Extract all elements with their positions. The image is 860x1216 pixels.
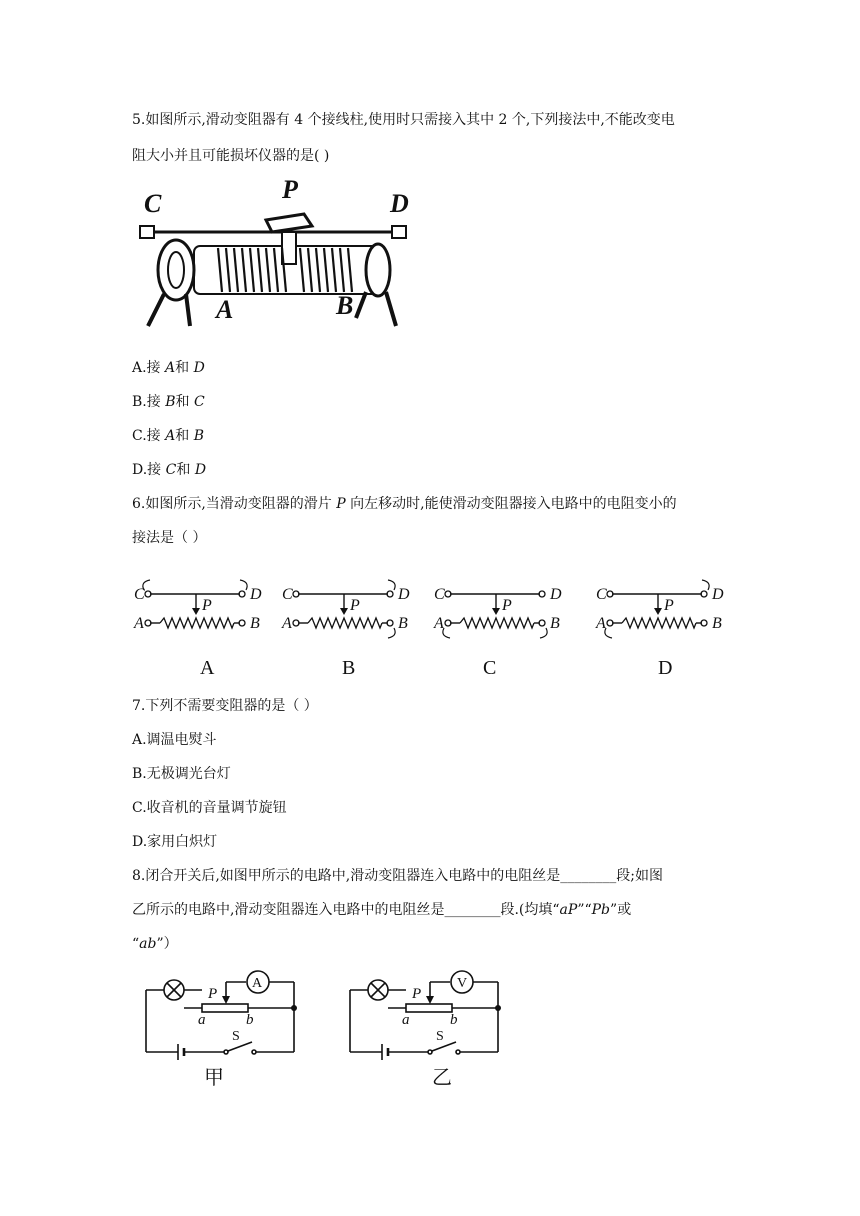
q5-option-c: C.接 A和 B (132, 428, 204, 444)
q6b-label-d: D (398, 586, 410, 603)
yi-label-b: b (450, 1012, 458, 1028)
rheostat-label-a: A (216, 295, 234, 324)
q5-option-d: D.接 C和 D (132, 462, 207, 478)
q5-stem-line2: 阻大小并且可能损坏仪器的是( ) (132, 148, 330, 164)
q6-option-letter-b: B (342, 657, 356, 679)
rheostat-label-b: B (336, 291, 354, 320)
yi-switch-label: S (436, 1029, 444, 1044)
yi-label-a: a (402, 1012, 410, 1028)
rheostat-figure (134, 176, 424, 336)
q6b-label-b: B (398, 615, 408, 632)
q6d-label-d: D (712, 586, 724, 603)
q6c-label-b: B (550, 615, 560, 632)
q8-stem-line3: “ab”） (132, 936, 178, 952)
q6-stem-line1: 6.如图所示,当滑动变阻器的滑片 P 向左移动时,能使滑动变阻器接入电路中的电阻变小的 (132, 496, 677, 512)
q6c-label-d: D (550, 586, 562, 603)
q6a-label-b: B (250, 615, 260, 632)
q6a-label-c: C (134, 586, 145, 603)
q6b-label-p: P (350, 597, 360, 614)
q6-option-letter-d: D (658, 657, 673, 679)
q8-stem-line2: 乙所示的电路中,滑动变阻器连入电路中的电阻丝是________段.(均填“aP”“Pb”或 (132, 902, 632, 918)
q6a-label-a: A (134, 615, 144, 632)
q7-option-c: C.收音机的音量调节旋钮 (132, 800, 287, 816)
circuit-jia (140, 968, 310, 1090)
q6-option-letter-c: C (483, 657, 497, 679)
q7-option-d: D.家用白炽灯 (132, 834, 218, 850)
q6-option-letter-a: A (200, 657, 215, 679)
q5-option-a: A.接 A和 D (132, 360, 205, 376)
q5-option-b: B.接 B和 C (132, 394, 205, 410)
q6c-label-p: P (502, 597, 512, 614)
q6c-label-a: A (434, 615, 444, 632)
q6d-label-a: A (596, 615, 606, 632)
q7-option-b: B.无极调光台灯 (132, 766, 231, 782)
rheostat-label-c: C (144, 189, 162, 218)
ammeter-label: A (252, 976, 263, 991)
q6c-label-c: C (434, 586, 445, 603)
q6a-label-d: D (250, 586, 262, 603)
q6d-label-c: C (596, 586, 607, 603)
circuit-yi (344, 968, 514, 1090)
q7-option-a: A.调温电熨斗 (132, 732, 217, 748)
jia-label-b: b (246, 1012, 254, 1028)
caption-yi: 乙 (432, 1067, 452, 1089)
jia-label-a: a (198, 1012, 206, 1028)
caption-jia: 甲 (204, 1067, 224, 1089)
q6b-label-a: A (282, 615, 292, 632)
q5-stem-line1: 5.如图所示,滑动变阻器有 4 个接线柱,使用时只需接入其中 2 个,下列接法中,不能改变电 (132, 112, 675, 128)
q6-stem-line2: 接法是（ ） (132, 530, 207, 546)
q6b-label-c: C (282, 586, 293, 603)
jia-label-p: P (208, 986, 218, 1002)
rheostat-label-p: P (282, 176, 298, 204)
jia-switch-label: S (232, 1029, 240, 1044)
rheostat-label-d: D (390, 189, 409, 218)
q6a-label-p: P (202, 597, 212, 614)
q8-stem-line1: 8.闭合开关后,如图甲所示的电路中,滑动变阻器连入电路中的电阻丝是________段;如图 (132, 868, 663, 884)
q6d-label-p: P (664, 597, 674, 614)
voltmeter-label: V (457, 976, 468, 991)
yi-label-p: P (412, 986, 422, 1002)
q7-stem: 7.下列不需要变阻器的是（ ） (132, 698, 318, 714)
q6d-label-b: B (712, 615, 722, 632)
q6-diagrams (130, 570, 740, 682)
